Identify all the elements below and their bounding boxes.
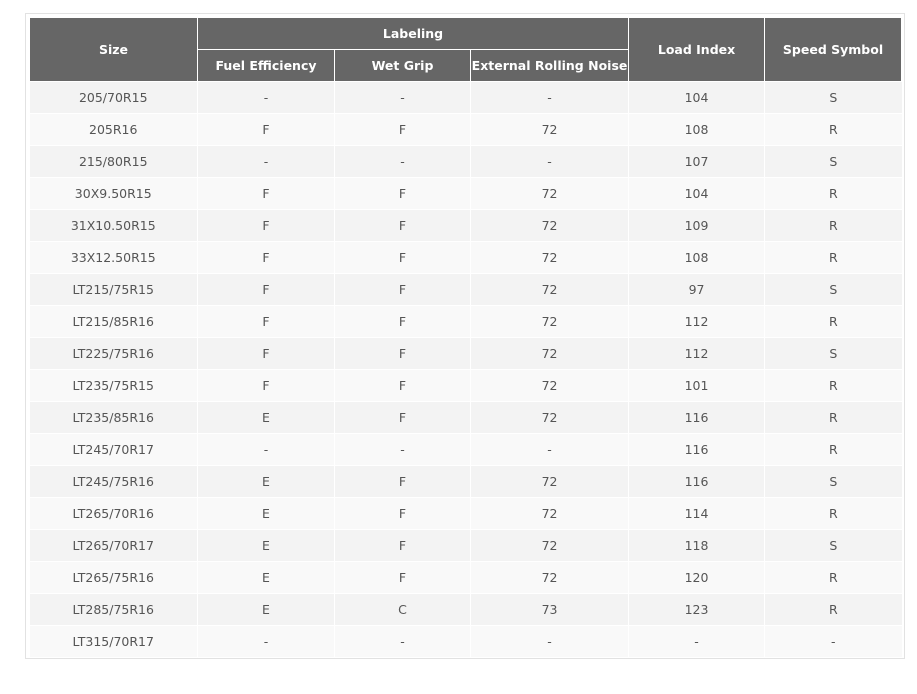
cell-size: 205/70R15 [30, 82, 198, 114]
cell-load-index: 107 [629, 146, 765, 178]
table-row [30, 434, 902, 466]
cell-wet-grip: F [335, 370, 471, 402]
cell-size: LT265/70R16 [30, 498, 198, 530]
cell-wet-grip: F [335, 338, 471, 370]
cell-external-rolling-noise: - [471, 434, 629, 466]
cell-load-index: 104 [629, 178, 765, 210]
cell-fuel-efficiency: F [198, 274, 335, 306]
header-labeling: Labeling [198, 18, 629, 50]
cell-external-rolling-noise: 72 [471, 370, 629, 402]
cell-fuel-efficiency: F [198, 178, 335, 210]
table-row [30, 402, 902, 434]
cell-load-index: 114 [629, 498, 765, 530]
cell-fuel-efficiency: - [198, 434, 335, 466]
header-wet-grip: Wet Grip [335, 50, 471, 82]
cell-speed-symbol: S [765, 274, 902, 306]
cell-size: LT245/75R16 [30, 466, 198, 498]
cell-speed-symbol: R [765, 114, 902, 146]
cell-speed-symbol: R [765, 210, 902, 242]
table-row [30, 530, 902, 562]
cell-fuel-efficiency: - [198, 82, 335, 114]
table-body [30, 82, 902, 658]
cell-wet-grip: F [335, 466, 471, 498]
cell-external-rolling-noise: 73 [471, 594, 629, 626]
cell-fuel-efficiency: E [198, 562, 335, 594]
cell-size: LT235/75R15 [30, 370, 198, 402]
cell-wet-grip: F [335, 498, 471, 530]
cell-external-rolling-noise: 72 [471, 114, 629, 146]
cell-speed-symbol: R [765, 370, 902, 402]
cell-load-index: 104 [629, 82, 765, 114]
cell-size: 31X10.50R15 [30, 210, 198, 242]
cell-size: 30X9.50R15 [30, 178, 198, 210]
cell-load-index: 97 [629, 274, 765, 306]
cell-fuel-efficiency: F [198, 114, 335, 146]
cell-external-rolling-noise: 72 [471, 242, 629, 274]
cell-fuel-efficiency: E [198, 594, 335, 626]
cell-external-rolling-noise: 72 [471, 498, 629, 530]
cell-speed-symbol: R [765, 306, 902, 338]
cell-external-rolling-noise: 72 [471, 402, 629, 434]
table-row [30, 370, 902, 402]
cell-load-index: 116 [629, 402, 765, 434]
cell-load-index: 112 [629, 338, 765, 370]
cell-load-index: 123 [629, 594, 765, 626]
cell-fuel-efficiency: E [198, 530, 335, 562]
table-row [30, 466, 902, 498]
cell-size: LT215/75R15 [30, 274, 198, 306]
cell-load-index: 118 [629, 530, 765, 562]
cell-size: 205R16 [30, 114, 198, 146]
cell-speed-symbol: - [765, 626, 902, 658]
header-fuel-efficiency: Fuel Efficiency [198, 50, 335, 82]
cell-fuel-efficiency: E [198, 498, 335, 530]
cell-wet-grip: F [335, 274, 471, 306]
cell-wet-grip: F [335, 242, 471, 274]
cell-speed-symbol: R [765, 594, 902, 626]
cell-speed-symbol: R [765, 498, 902, 530]
table-row [30, 242, 902, 274]
cell-external-rolling-noise: 72 [471, 530, 629, 562]
cell-size: LT285/75R16 [30, 594, 198, 626]
cell-speed-symbol: R [765, 562, 902, 594]
table-row [30, 82, 902, 114]
cell-fuel-efficiency: F [198, 338, 335, 370]
table-row [30, 306, 902, 338]
table-row [30, 338, 902, 370]
cell-load-index: 101 [629, 370, 765, 402]
cell-fuel-efficiency: F [198, 306, 335, 338]
cell-load-index: 116 [629, 434, 765, 466]
cell-load-index: - [629, 626, 765, 658]
cell-external-rolling-noise: 72 [471, 306, 629, 338]
cell-fuel-efficiency: E [198, 466, 335, 498]
cell-speed-symbol: R [765, 178, 902, 210]
cell-fuel-efficiency: - [198, 626, 335, 658]
cell-wet-grip: F [335, 210, 471, 242]
cell-wet-grip: F [335, 562, 471, 594]
table-row [30, 210, 902, 242]
cell-size: LT265/70R17 [30, 530, 198, 562]
cell-wet-grip: F [335, 114, 471, 146]
cell-speed-symbol: S [765, 146, 902, 178]
table-row [30, 178, 902, 210]
cell-speed-symbol: R [765, 434, 902, 466]
cell-load-index: 108 [629, 242, 765, 274]
table-row [30, 562, 902, 594]
cell-fuel-efficiency: F [198, 370, 335, 402]
cell-external-rolling-noise: 72 [471, 274, 629, 306]
cell-fuel-efficiency: - [198, 146, 335, 178]
cell-external-rolling-noise: 72 [471, 466, 629, 498]
cell-speed-symbol: S [765, 338, 902, 370]
cell-external-rolling-noise: 72 [471, 338, 629, 370]
cell-wet-grip: F [335, 178, 471, 210]
cell-wet-grip: - [335, 146, 471, 178]
table-row [30, 146, 902, 178]
cell-speed-symbol: S [765, 530, 902, 562]
cell-size: LT245/70R17 [30, 434, 198, 466]
cell-fuel-efficiency: F [198, 242, 335, 274]
cell-external-rolling-noise: 72 [471, 178, 629, 210]
cell-fuel-efficiency: F [198, 210, 335, 242]
cell-load-index: 109 [629, 210, 765, 242]
cell-size: LT225/75R16 [30, 338, 198, 370]
cell-wet-grip: - [335, 626, 471, 658]
header-speed-symbol: Speed Symbol [765, 18, 902, 82]
cell-wet-grip: F [335, 530, 471, 562]
cell-external-rolling-noise: - [471, 626, 629, 658]
cell-external-rolling-noise: 72 [471, 562, 629, 594]
cell-wet-grip: C [335, 594, 471, 626]
table-row [30, 498, 902, 530]
cell-size: LT215/85R16 [30, 306, 198, 338]
cell-load-index: 116 [629, 466, 765, 498]
cell-wet-grip: - [335, 82, 471, 114]
table-header [30, 18, 902, 82]
cell-load-index: 108 [629, 114, 765, 146]
cell-load-index: 120 [629, 562, 765, 594]
cell-wet-grip: - [335, 434, 471, 466]
cell-external-rolling-noise: - [471, 146, 629, 178]
cell-size: LT265/75R16 [30, 562, 198, 594]
tyre-spec-table [29, 17, 902, 658]
cell-load-index: 112 [629, 306, 765, 338]
cell-speed-symbol: R [765, 402, 902, 434]
table-row [30, 626, 902, 658]
header-load-index: Load Index [629, 18, 765, 82]
cell-wet-grip: F [335, 402, 471, 434]
table-row [30, 114, 902, 146]
header-external-rolling-noise: External Rolling Noise [471, 50, 629, 82]
table-row [30, 274, 902, 306]
cell-size: 215/80R15 [30, 146, 198, 178]
cell-size: 33X12.50R15 [30, 242, 198, 274]
cell-speed-symbol: R [765, 242, 902, 274]
cell-external-rolling-noise: 72 [471, 210, 629, 242]
header-size: Size [30, 18, 198, 82]
table-row [30, 594, 902, 626]
cell-fuel-efficiency: E [198, 402, 335, 434]
cell-external-rolling-noise: - [471, 82, 629, 114]
cell-size: LT315/70R17 [30, 626, 198, 658]
cell-size: LT235/85R16 [30, 402, 198, 434]
cell-speed-symbol: S [765, 82, 902, 114]
cell-speed-symbol: S [765, 466, 902, 498]
cell-wet-grip: F [335, 306, 471, 338]
